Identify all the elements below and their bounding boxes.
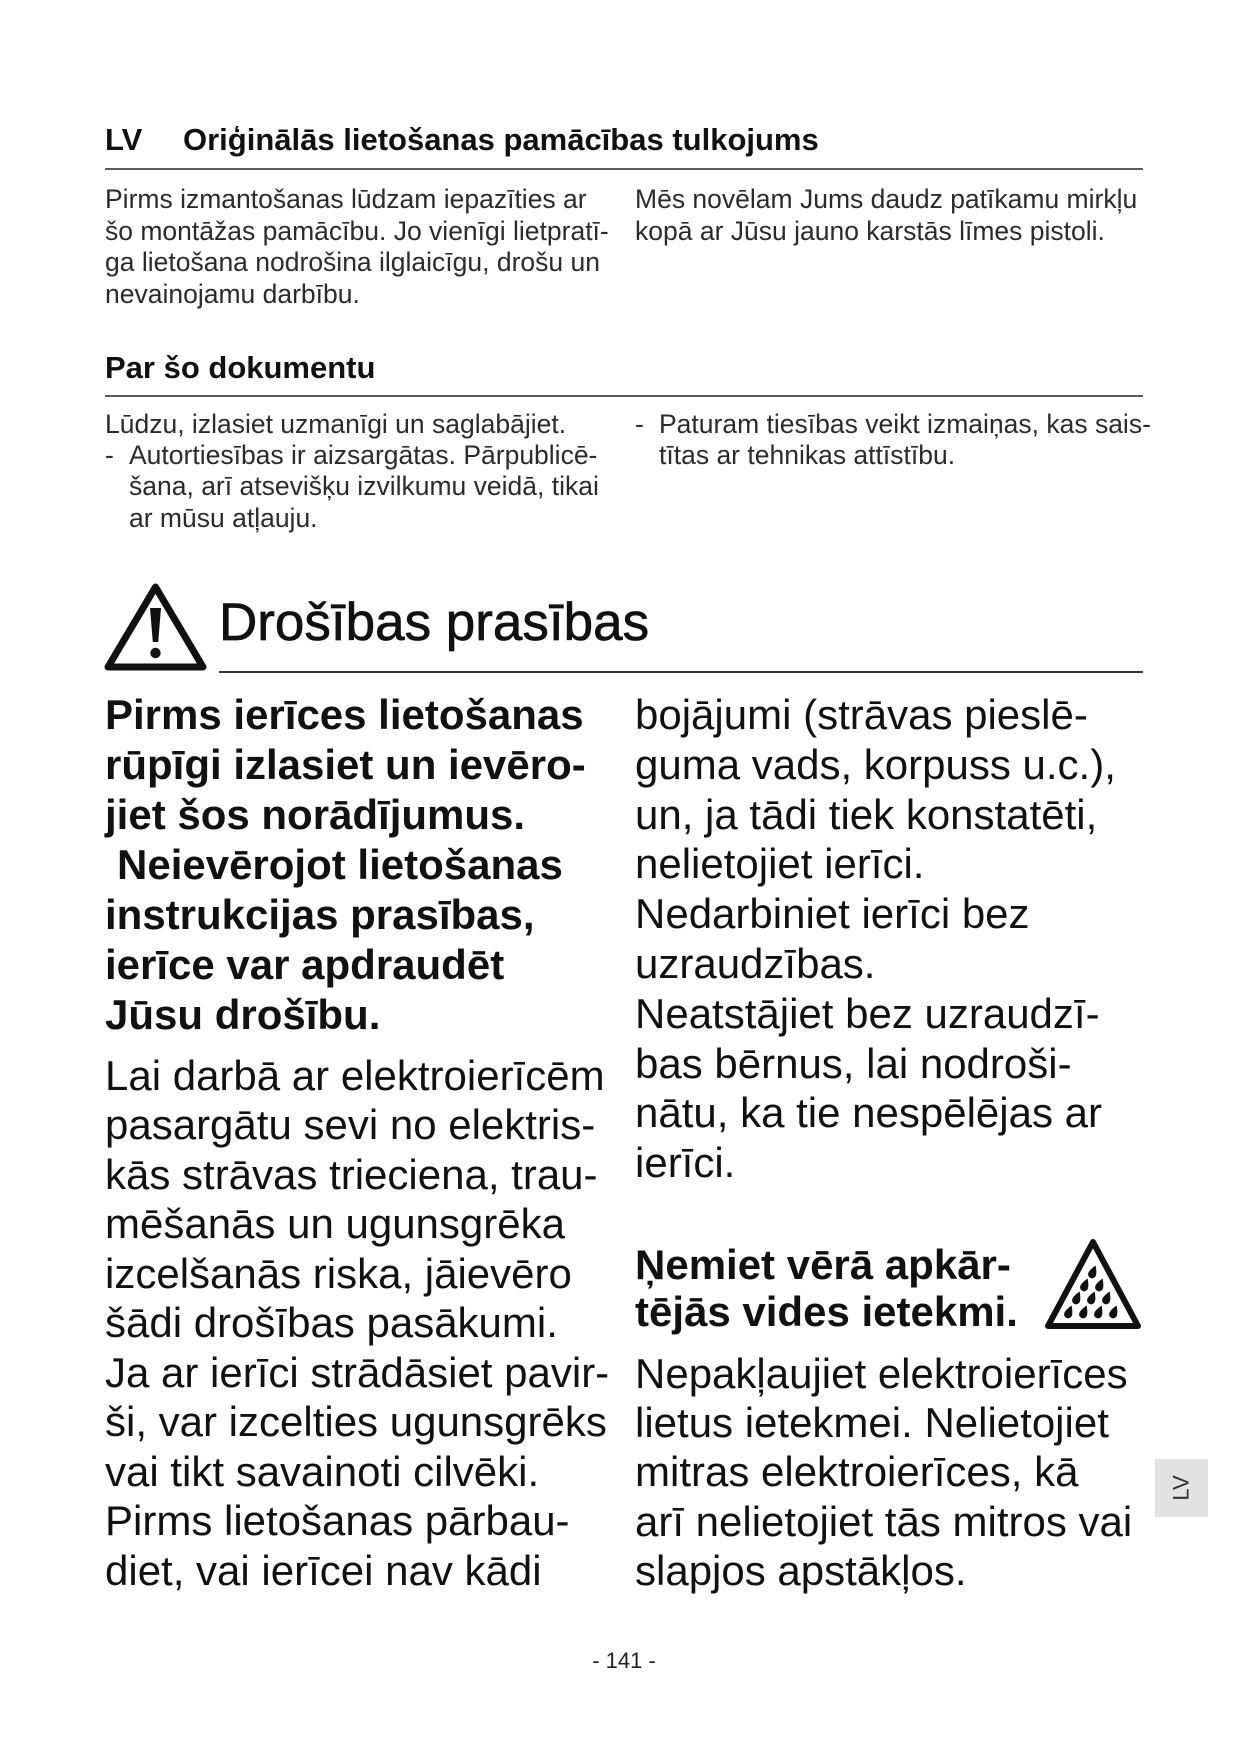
text-line: Ja ar ierīci strādāsiet pavir- — [105, 1348, 610, 1396]
about-left-column — [105, 409, 599, 534]
text-line: vai tikt savainoti cilvēki. — [105, 1447, 540, 1495]
page-number: - 141 - — [592, 1648, 656, 1673]
text-line: šo montāžas pamācību. Jo vienīgi lietpratī- — [105, 215, 609, 246]
text-line: Autortiesības ir aizsargātas. Pārpublicē- — [129, 440, 598, 471]
text-line: Lūdzu, izlasiet uzmanīgi un saglabājiet. — [105, 409, 567, 439]
text-line: uzraudzības. — [635, 939, 876, 987]
text-line: jiet šos norādījumus. — [105, 791, 526, 838]
text-line: Pirms ierīces lietošanas — [105, 691, 584, 738]
text-line: ierīce var apdraudēt — [105, 941, 505, 988]
text-line: mēšanās un ugunsgrēka — [105, 1200, 565, 1248]
text-line: Jūsu drošību. — [105, 991, 381, 1038]
bullet-marker: - — [635, 409, 644, 439]
text-line: ar mūsu atļauju. — [129, 502, 318, 533]
text-line: Mēs novēlam Jums daudz patīkamu mirkļu — [635, 184, 1138, 214]
text-line: tītas ar tehnikas attīstību. — [659, 440, 956, 471]
text-line: kopā ar Jūsu jauno karstās līmes pistoli. — [635, 215, 1105, 246]
bullet-item — [635, 409, 1151, 471]
text-line: rūpīgi izlasiet un ievēro- — [105, 741, 586, 788]
text-line: instrukcijas prasības, — [105, 891, 535, 938]
text-line: ierīci. — [635, 1139, 736, 1187]
safety-left-paragraph — [105, 1051, 609, 1595]
safety-rule — [219, 671, 1143, 673]
language-side-tab — [1155, 1459, 1208, 1517]
rain-warning-triangle-icon — [1043, 1236, 1143, 1332]
text-line: Pirms lietošanas pārbau- — [105, 1497, 570, 1545]
text-line: kās strāvas trieciena, trau- — [105, 1150, 598, 1198]
safety-intro-bold — [105, 690, 586, 1040]
text-line: nātu, ka tie nespēlējas ar — [635, 1089, 1102, 1137]
intro-left-paragraph — [105, 184, 609, 310]
text-line: Ņemiet vērā apkār- — [635, 1241, 1011, 1288]
text-line: slapjos apstākļos. — [635, 1546, 967, 1594]
text-line: izcelšanās riska, jāievēro — [105, 1249, 572, 1297]
warning-triangle-icon — [103, 581, 208, 672]
safety-right-paragraph — [635, 690, 1116, 1188]
text-line: Lai darbā ar elektroierīcēm — [105, 1052, 605, 1099]
text-line: bojājumi (strāvas pieslē- — [635, 691, 1088, 738]
header-rule — [105, 168, 1143, 170]
section-heading: Par šo dokumentu — [105, 350, 376, 385]
bullet-item — [105, 440, 599, 534]
text-line: mitras elektroierīces, kā — [635, 1448, 1079, 1496]
text-line: arī nelietojiet tās mitros vai — [635, 1497, 1133, 1545]
text-line: ga lietošana nodrošina ilglaicīgu, drošu un — [105, 247, 600, 277]
text-line: bas bērnus, lai nodroši- — [635, 1039, 1072, 1087]
language-code: LV — [105, 122, 143, 157]
text-line: Neatstājiet bez uzraudzī- — [635, 989, 1100, 1037]
intro-right-paragraph — [635, 184, 1137, 247]
text-line: Paturam tiesības veikt izmaiņas, kas sais- — [659, 409, 1151, 439]
text-line: šādi drošības pasākumi. — [105, 1299, 558, 1347]
safety-heading: Drošības prasības — [219, 593, 650, 652]
text-line: lietus ietekmei. Nelietojiet — [635, 1399, 1109, 1447]
text-line: šana, arī atsevišķu izvilkumu veidā, tikai — [129, 471, 599, 502]
text-line: Pirms izmantošanas lūdzam iepazīties ar — [105, 184, 587, 214]
side-tab-label: LV — [1168, 1475, 1194, 1501]
text-line: diet, vai ierīcei nav kādi — [105, 1546, 542, 1594]
text-line: tējās vides ietekmi. — [635, 1288, 1018, 1335]
text-line: guma vads, korpuss u.c.), — [635, 740, 1116, 788]
header-title: Oriģinālās lietošanas pamācības tulkojums — [183, 122, 819, 157]
about-right-column — [635, 409, 1151, 471]
text-line: Nepakļaujiet elektroierīces — [635, 1350, 1128, 1397]
text-line: ši, var izcelties ugunsgrēks — [105, 1398, 607, 1446]
section-rule — [105, 395, 1143, 397]
environment-heading — [635, 1241, 1018, 1335]
bullet-marker: - — [105, 440, 114, 471]
environment-paragraph — [635, 1349, 1132, 1595]
text-line: pasargātu sevi no elektris- — [105, 1101, 596, 1149]
text-line: Nedarbiniet ierīci bez — [635, 890, 1030, 938]
text-line: Neievērojot lietošanas — [117, 841, 563, 888]
text-line: nevainojamu darbību. — [105, 278, 360, 309]
page-header — [105, 122, 1143, 158]
text-line: nelietojiet ierīci. — [635, 840, 925, 888]
text-line: un, ja tādi tiek konstatēti, — [635, 790, 1098, 838]
